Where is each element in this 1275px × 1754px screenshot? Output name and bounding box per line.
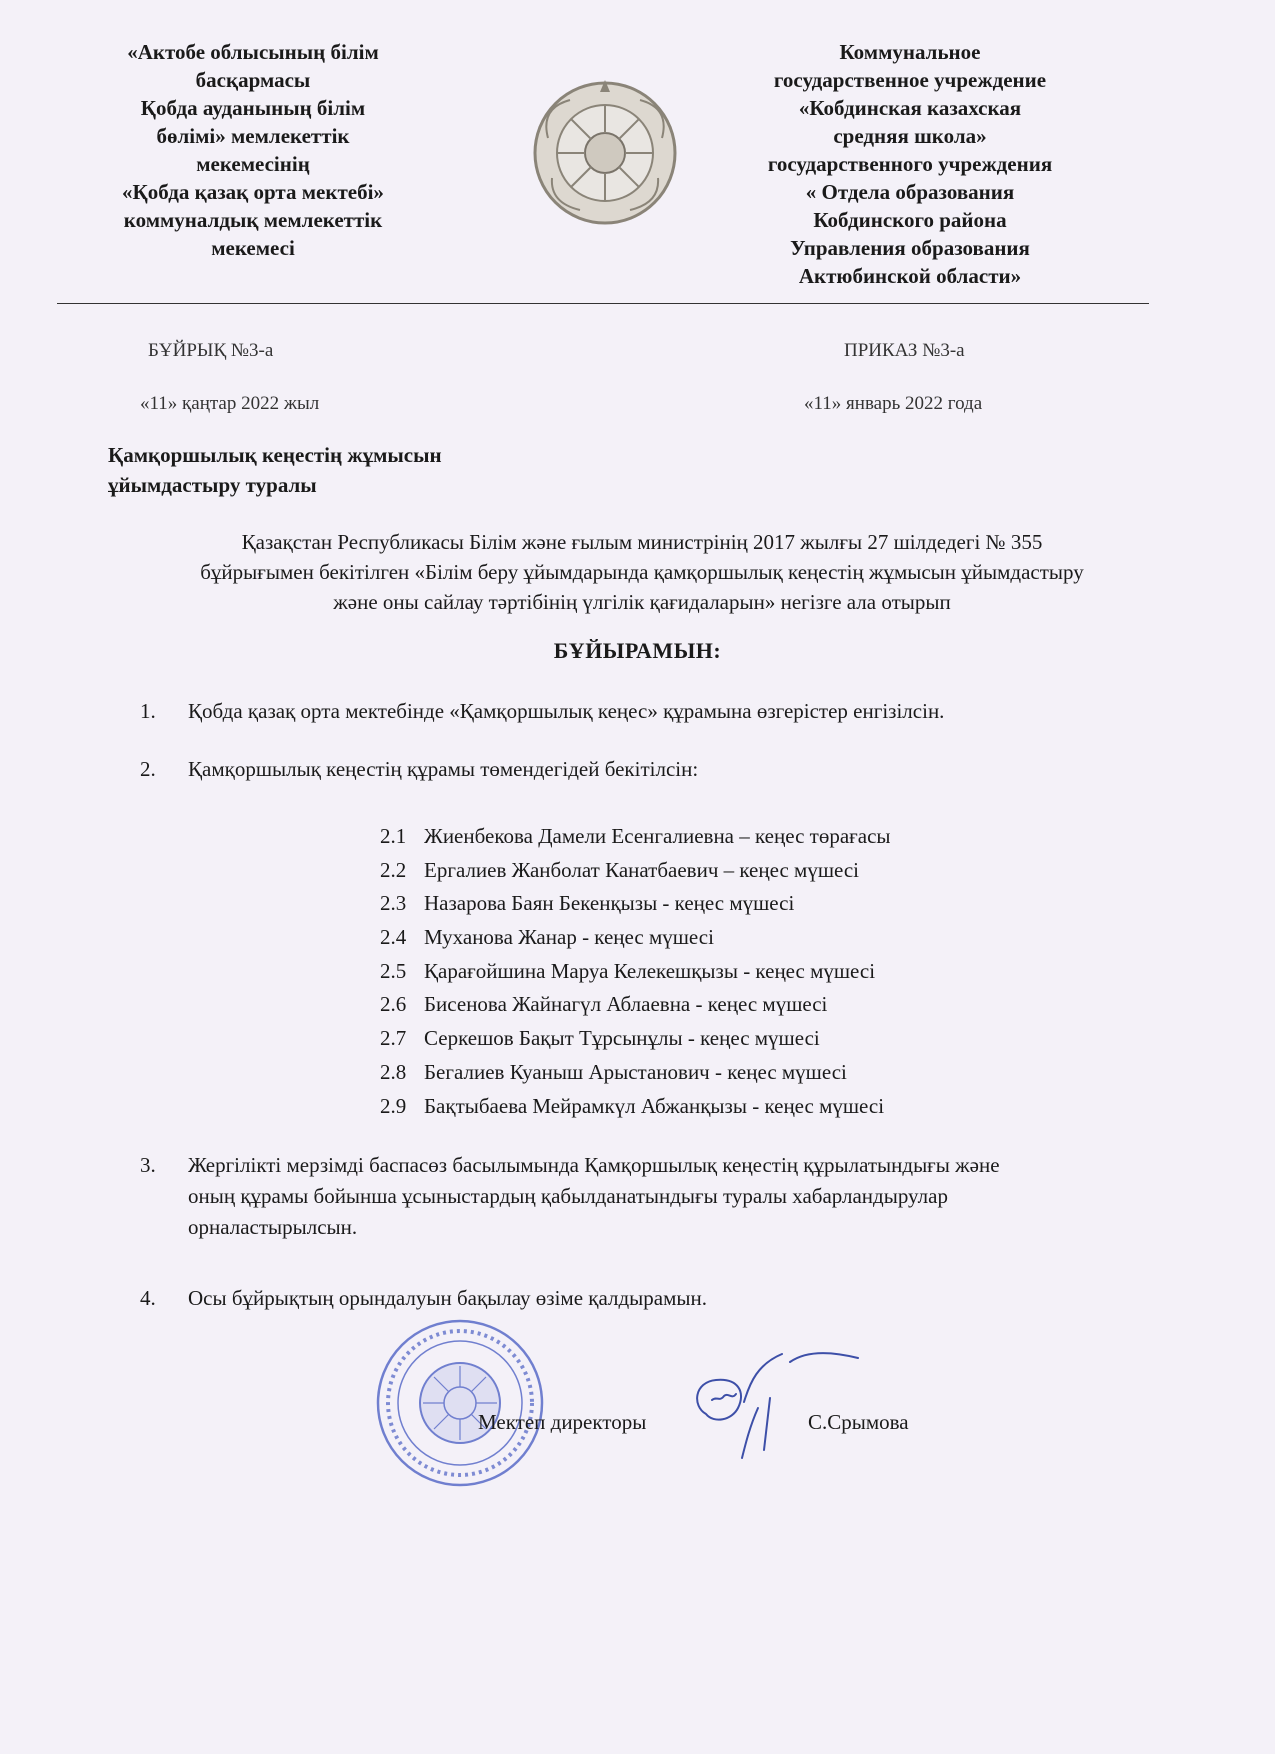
header-line: коммуналдық мемлекеттік bbox=[123, 208, 383, 232]
member-number: 2.9 bbox=[380, 1093, 407, 1118]
member-text: Серкешов Бақыт Тұрсынұлы - кеңес мүшесі bbox=[424, 1026, 820, 1051]
header-line: « Отдела образования bbox=[805, 180, 1015, 204]
header-line: мекемесі bbox=[211, 236, 295, 260]
header-line: государственного учреждения bbox=[767, 152, 1053, 176]
round-seal-icon bbox=[375, 1318, 545, 1488]
item-text: Осы бұйрықтың орындалуын бақылау өзіме қалдырамын. bbox=[188, 1286, 707, 1310]
member-number: 2.3 bbox=[380, 891, 407, 916]
header-line: Қобда ауданының білім bbox=[140, 96, 366, 120]
preamble-line: бұйрығымен бекітілген «Білім беру ұйымдарында қамқоршылық кеңестің жұмысын ұйымдастыру bbox=[200, 560, 1084, 584]
subject-line: Қамқоршылық кеңестің жұмысын bbox=[108, 443, 442, 467]
header-line: мекемесінің bbox=[196, 152, 310, 176]
decree-heading: БҰЙЫРАМЫН: bbox=[553, 638, 722, 663]
director-name: С.Срымова bbox=[808, 1410, 909, 1434]
header-line: басқармасы bbox=[195, 68, 311, 92]
member-text: Ергалиев Жанболат Канатбаевич – кеңес мүшесі bbox=[424, 857, 859, 882]
order-date-russian: «11» январь 2022 года bbox=[804, 393, 983, 414]
list-item bbox=[380, 1056, 1080, 1090]
list-item bbox=[380, 988, 1080, 1022]
subject-line: ұйымдастыру туралы bbox=[108, 473, 317, 497]
item-number: 4. bbox=[140, 1286, 156, 1310]
item-text: Жергілікті мерзімді баспасөз басылымында Қамқоршылық кеңестің құрылатындығы және bbox=[188, 1153, 1000, 1177]
header-divider bbox=[57, 303, 1149, 304]
member-text: Назарова Баян Бекенқызы - кеңес мүшесі bbox=[424, 891, 795, 916]
member-number: 2.6 bbox=[380, 992, 407, 1017]
item-number: 2. bbox=[140, 757, 156, 781]
header-line: «Актобе облысының білім bbox=[127, 40, 379, 64]
member-text: Бақтыбаева Мейрамкүл Абжанқызы - кеңес мүшесі bbox=[424, 1093, 885, 1118]
header-line: Коммунальное bbox=[839, 40, 981, 64]
member-number: 2.2 bbox=[380, 857, 407, 882]
item-text: Қобда қазақ орта мектебінде «Қамқоршылық кеңес» құрамына өзгерістер енгізілсін. bbox=[188, 699, 945, 723]
preamble bbox=[112, 527, 1172, 617]
order-number-kazakh: БҰЙРЫҚ №3-а bbox=[148, 340, 274, 361]
list-item bbox=[380, 887, 1080, 921]
header-line: государственное учреждение bbox=[773, 68, 1047, 92]
list-item bbox=[380, 955, 1080, 989]
member-text: Бисенова Жайнагүл Аблаевна - кеңес мүшесі bbox=[424, 992, 828, 1017]
member-number: 2.7 bbox=[380, 1026, 407, 1051]
member-number: 2.1 bbox=[380, 824, 407, 848]
item-text: оның құрамы бойынша ұсыныстардың қабылданатындығы туралы хабарландырулар bbox=[188, 1184, 948, 1208]
director-title: Мектеп директоры bbox=[478, 1410, 647, 1434]
council-members-list bbox=[380, 820, 1080, 1123]
list-item bbox=[380, 921, 1080, 955]
list-item bbox=[380, 820, 1080, 854]
state-emblem-icon bbox=[530, 78, 680, 228]
item-text: Қамқоршылық кеңестің құрамы төмендегідей бекітілсін: bbox=[188, 757, 699, 781]
member-text: Бегалиев Куаныш Арыстанович - кеңес мүшесі bbox=[424, 1059, 847, 1084]
list-item bbox=[380, 854, 1080, 888]
header-kazakh-institution bbox=[78, 38, 428, 262]
list-item bbox=[380, 1090, 1080, 1124]
header-line: бөлімі» мемлекеттік bbox=[156, 124, 350, 148]
member-number: 2.4 bbox=[380, 925, 407, 950]
list-item bbox=[380, 1022, 1080, 1056]
header-line: Актюбинской области» bbox=[798, 264, 1022, 288]
item-number: 3. bbox=[140, 1153, 156, 1177]
order-subject bbox=[108, 440, 528, 500]
preamble-line: және оны сайлау тәртібінің үлгілік қағидаларын» негізге ала отырып bbox=[333, 590, 951, 614]
preamble-line: Қазақстан Республикасы Білім және ғылым министрінің 2017 жылғы 27 шілдедегі № 355 bbox=[241, 530, 1043, 554]
header-line: Кобдинского района bbox=[813, 208, 1007, 232]
header-russian-institution bbox=[720, 38, 1100, 290]
handwritten-signature-icon bbox=[686, 1352, 886, 1462]
header-line: Управления образования bbox=[790, 236, 1030, 260]
member-number: 2.5 bbox=[380, 958, 407, 983]
item-text: орналастырылсын. bbox=[188, 1215, 358, 1239]
order-date-kazakh: «11» қаңтар 2022 жыл bbox=[140, 393, 320, 414]
item-number: 1. bbox=[140, 699, 156, 723]
order-number-russian: ПРИКАЗ №3-а bbox=[844, 340, 965, 361]
header-line: «Кобдинская казахская bbox=[798, 96, 1022, 120]
member-number: 2.8 bbox=[380, 1059, 407, 1084]
member-text: Муханова Жанар - кеңес мүшесі bbox=[424, 925, 714, 950]
member-text: Жиенбекова Дамели Есенгалиевна – кеңес төрағасы bbox=[424, 824, 891, 848]
header-line: средняя школа» bbox=[833, 124, 987, 148]
header-line: «Қобда қазақ орта мектебі» bbox=[122, 180, 384, 204]
member-text: Қарағойшина Маруа Келекешқызы - кеңес мүшесі bbox=[424, 958, 876, 983]
